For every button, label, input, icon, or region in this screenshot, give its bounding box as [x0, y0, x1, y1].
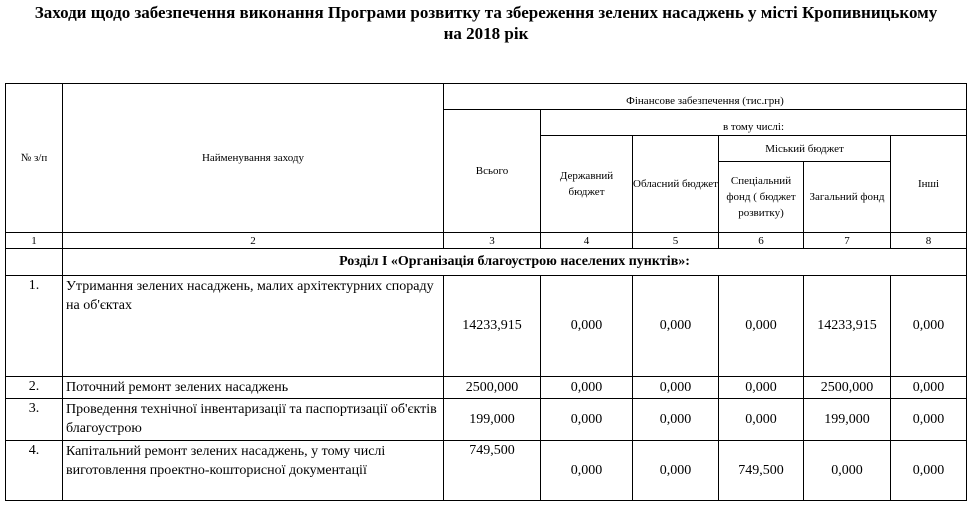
header-regional-budget: Обласний бюджет	[633, 136, 719, 233]
row-state: 0,000	[541, 276, 633, 377]
header-other: Інші	[891, 136, 967, 233]
row-other: 0,000	[891, 399, 967, 441]
row-index: 2.	[6, 377, 63, 399]
row-total: 199,000	[444, 399, 541, 441]
column-number: 3	[444, 233, 541, 249]
row-index: 1.	[6, 276, 63, 377]
column-number-row	[6, 233, 967, 249]
section-index-cell	[6, 249, 63, 276]
row-index: 3.	[6, 399, 63, 441]
column-number: 5	[633, 233, 719, 249]
section-row	[6, 249, 967, 276]
column-number: 6	[719, 233, 804, 249]
header-including: в тому числі:	[541, 110, 967, 136]
row-state: 0,000	[541, 377, 633, 399]
header-general-fund: Загальний фонд	[804, 162, 891, 233]
row-special: 0,000	[719, 399, 804, 441]
row-general: 2500,000	[804, 377, 891, 399]
header-row-1	[6, 84, 967, 110]
row-name: Утримання зелених насаджень, малих архітектурних спораду на об'єктах	[63, 276, 444, 377]
row-other: 0,000	[891, 276, 967, 377]
column-number: 2	[63, 233, 444, 249]
header-state-budget: Державний бюджет	[541, 136, 633, 233]
row-regional: 0,000	[633, 377, 719, 399]
header-total: Всього	[444, 110, 541, 233]
header-name: Найменування заходу	[63, 84, 444, 233]
row-other: 0,000	[891, 377, 967, 399]
row-general: 199,000	[804, 399, 891, 441]
row-name: Капітальний ремонт зелених насаджень, у тому числі виготовлення проектно-кошторисної документації	[63, 441, 444, 501]
column-number: 1	[6, 233, 63, 249]
row-name: Поточний ремонт зелених насаджень	[63, 377, 444, 399]
header-index: № з/п	[6, 84, 63, 233]
row-regional: 0,000	[633, 399, 719, 441]
table-row	[6, 441, 967, 501]
row-special: 0,000	[719, 276, 804, 377]
row-regional: 0,000	[633, 276, 719, 377]
document-title-line-1: Заходи щодо забезпечення виконання Програми розвитку та збереження зелених насаджень у місті Кропивницькому	[34, 3, 938, 22]
column-number: 8	[891, 233, 967, 249]
row-general: 14233,915	[804, 276, 891, 377]
row-special: 749,500	[719, 441, 804, 501]
table-row	[6, 276, 967, 377]
table-row	[6, 399, 967, 441]
row-index: 4.	[6, 441, 63, 501]
row-state: 0,000	[541, 399, 633, 441]
row-general: 0,000	[804, 441, 891, 501]
row-special: 0,000	[719, 377, 804, 399]
column-number: 4	[541, 233, 633, 249]
section-title: Розділ І «Організація благоустрою населених пунктів»:	[63, 249, 967, 276]
header-finance: Фінансове забезпечення (тис.грн)	[444, 84, 967, 110]
measures-table	[5, 83, 967, 501]
document-title	[0, 2, 972, 44]
header-city-budget: Міський бюджет	[719, 136, 891, 162]
row-total: 14233,915	[444, 276, 541, 377]
row-state: 0,000	[541, 441, 633, 501]
table-row	[6, 377, 967, 399]
row-total: 749,500	[444, 441, 541, 501]
document-title-line-2: на 2018 рік	[443, 24, 529, 43]
row-other: 0,000	[891, 441, 967, 501]
column-number: 7	[804, 233, 891, 249]
row-regional: 0,000	[633, 441, 719, 501]
row-name: Проведення технічної інвентаризації та паспортизації об'єктів благоустрою	[63, 399, 444, 441]
row-total: 2500,000	[444, 377, 541, 399]
header-special-fund: Спеціальний фонд ( бюджет розвитку)	[719, 162, 804, 233]
